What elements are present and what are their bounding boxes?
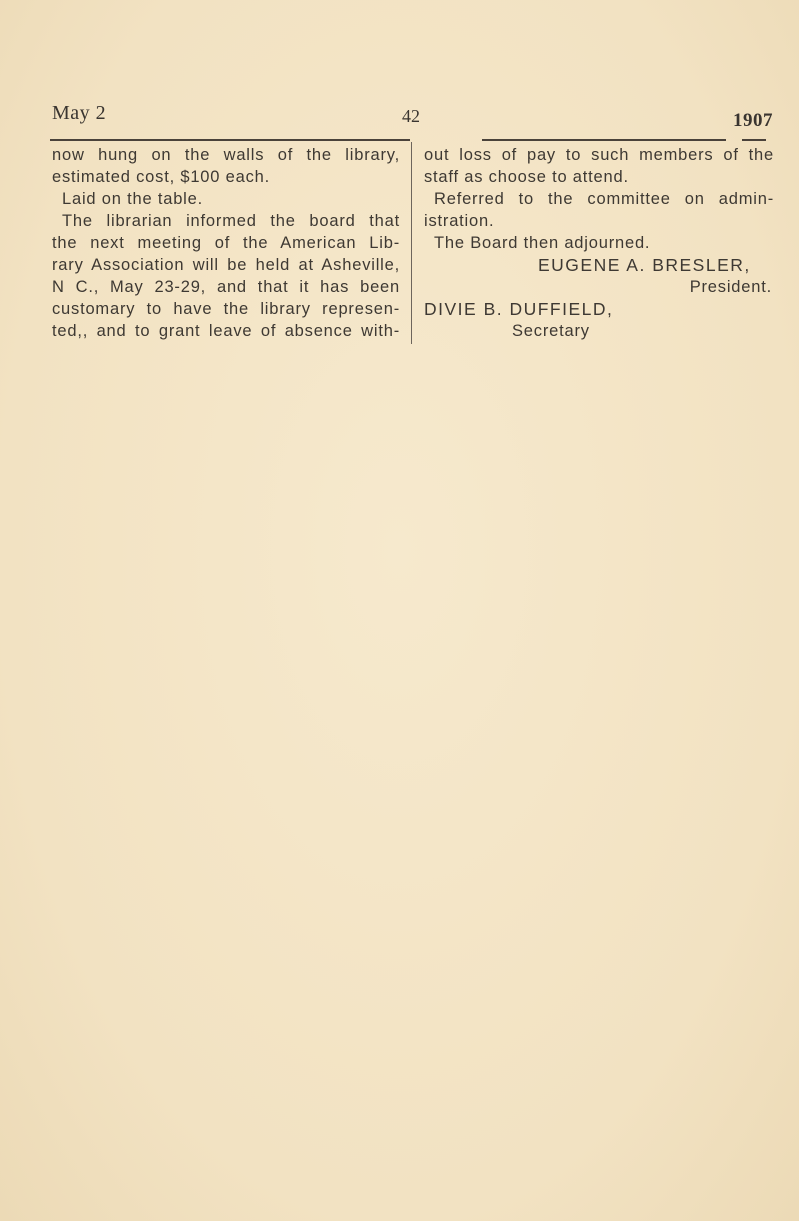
page-header: [0, 0, 799, 140]
page-number: 42: [402, 106, 420, 126]
right-column: [424, 144, 774, 342]
left-column: [52, 144, 400, 342]
text-line: staff as choose to attend.: [424, 168, 629, 186]
text-line: customary to have the library represen-: [52, 300, 400, 318]
header-year: 1907: [733, 110, 773, 131]
header-rule-end: [742, 139, 766, 141]
signature-president-title: President.: [689, 278, 772, 296]
text-line: now hung on the walls of the library,: [52, 146, 400, 164]
text-line: estimated cost, $100 each.: [52, 168, 271, 186]
text-line: out loss of pay to such members of the: [424, 146, 774, 164]
text-line: ted,, and to grant leave of absence with-: [52, 322, 400, 340]
text-line: the next meeting of the American Lib-: [52, 234, 400, 252]
signature-secretary-title: Secretary: [512, 322, 590, 340]
text-line: istration.: [424, 212, 495, 230]
text-line: N C., May 23-29, and that it has been: [52, 278, 400, 296]
signature-president-name: EUGENE A. BRESLER,: [538, 255, 751, 275]
column-divider: [411, 142, 412, 344]
text-line: rary Association will be held at Asheville,: [52, 256, 400, 274]
header-date: May 2: [52, 102, 107, 124]
signature-secretary-name: DIVIE B. DUFFIELD,: [424, 299, 614, 319]
header-rule-left: [50, 139, 410, 141]
text-line: The librarian informed the board that: [62, 212, 400, 230]
text-line: Referred to the committee on admin-: [434, 190, 774, 208]
text-line: Laid on the table.: [62, 190, 204, 208]
text-line: The Board then adjourned.: [434, 234, 651, 252]
header-rule-right: [482, 139, 726, 141]
